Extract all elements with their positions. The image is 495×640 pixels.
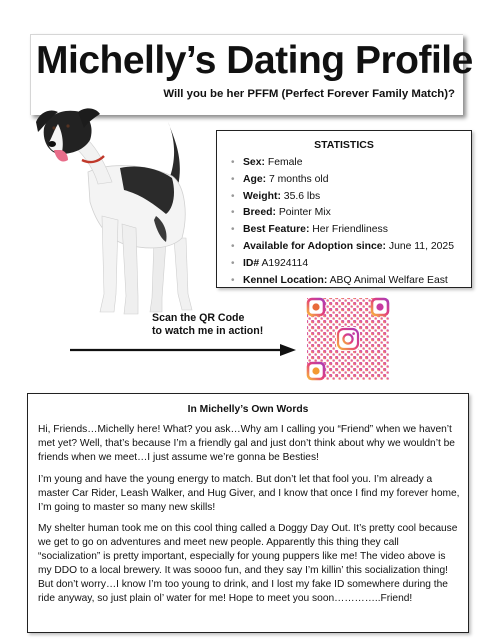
own-words-box: [27, 393, 469, 633]
qr-code[interactable]: [305, 296, 391, 382]
qr-instructions: [152, 312, 292, 338]
stat-age: • Age: 7 months old: [231, 173, 329, 185]
stat-weight: • Weight: 35.6 lbs: [231, 190, 321, 202]
stat-breed: • Breed: Pointer Mix: [231, 207, 331, 219]
own-words-paragraph-3: My shelter human took me on this cool thing called a Doggy Day Out. It’s pretty cool because we get to go on adventures and meet new people. Apparently this thing they call “socialization” is pretty important, especially for young puppers like me! The video above is my DDO to a local brewery. It was soooo fun, and they say I’m killin’ this socialization thing! But don’t worry…I know I’m too young to drink, and I lost my fake ID somewhere during the ride anyway, so just plain ol’ water for me! Hope to meet you soon…………..Friend!: [38, 523, 458, 604]
own-words-heading: In Michelly’s Own Words: [187, 404, 309, 415]
page-subtitle: Will you be her PFFM (Perfect Forever Family Match)?: [163, 88, 455, 100]
instagram-icon: [336, 327, 360, 351]
stat-best-feature: • Best Feature: Her Friendliness: [231, 224, 388, 236]
arrow-right-icon: [70, 343, 296, 357]
stat-available-since: • Available for Adoption since: June 11, 2025: [231, 240, 454, 252]
stat-sex: • Sex: Female: [231, 157, 303, 168]
own-words-paragraph-1: Hi, Friends…Michelly here! What? you ask…Why am I calling you “Friend” when we haven’t met yet? Well, that’s because I’m a friendly gal and just don’t think about why we wouldn’t be friends when we meet…I just assume we’re gonna be Besties!: [38, 424, 455, 463]
stat-kennel-location: • Kennel Location: ABQ Animal Welfare East: [231, 274, 448, 286]
qr-instruction-line-2: to watch me in action!: [152, 325, 264, 337]
statistics-heading: STATISTICS: [314, 139, 374, 151]
own-words-paragraph-2: I’m young and have the young energy to match. But don’t let that fool you. I’m already a master Car Rider, Leash Walker, and Hug Giver, and I know that once I find my forever home, I’m going to master so many new skills!: [38, 473, 460, 513]
dog-photo: [28, 98, 214, 320]
qr-instruction-line-1: Scan the QR Code: [152, 312, 245, 324]
stat-id: • ID# A1924114: [231, 257, 309, 269]
page-title: Michelly’s Dating Profile: [36, 39, 473, 82]
statistics-box: [216, 130, 472, 288]
statistics-list: [217, 155, 471, 289]
